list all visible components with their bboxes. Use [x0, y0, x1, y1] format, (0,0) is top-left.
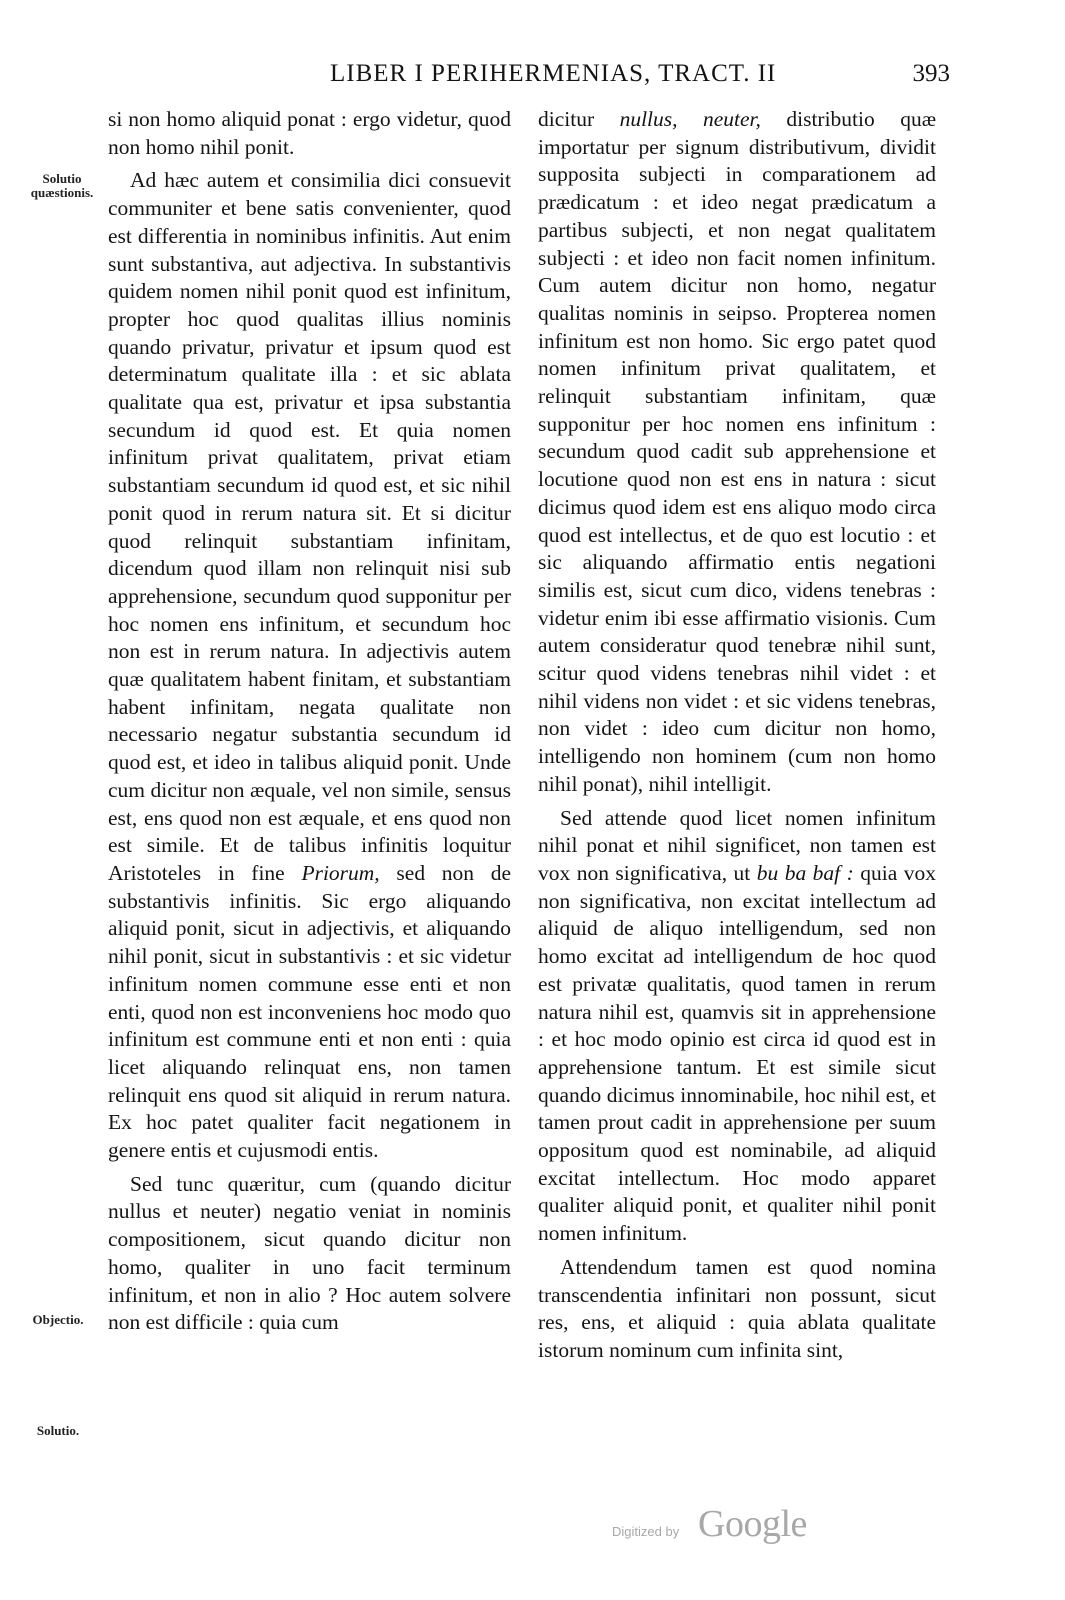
- paragraph: Sed attende quod licet nomen infinitum nihil ponat et nihil significet, non tamen est vox non significativa, ut bu ba baf : quia vox non significativa, non excitat intellectum ad aliquid de aliquo intelligendum, sed non homo excitat ad intelligendum de hoc quod est privatæ qualitatis, quod tamen in rerum natura nihil est, quamvis sit in apprehensione : et hoc modo opinio est circa id quod est in apprehensione tantum. Et est simile sicut quando dicimus innominabile, hoc nihil est, et tamen prout cadit in apprehensione per suum oppositum quod est nominabile, ad aliquid excitat intellectum. Hoc modo apparet qualiter aliquid ponit, et qualiter nihil ponit nomen infinitum.: [538, 805, 936, 1246]
- google-logo: Google: [698, 1503, 807, 1545]
- paragraph: dicitur nullus, neuter, distributio quæ importatur per signum distributivum, dividit supposita subjecti in comparationem ad prædicatum : et ideo negat prædicatum a partibus subjecti, et non negat qualitatem subjecti : et ideo non facit nomen infinitum. Cum autem dicitur non homo, negatur qualitas nominis in seipso. Propterea nomen infinitum est non homo. Sic ergo patet quod nomen infinitum privat qualitatem, et relinquit substantiam infinitam, quæ supponitur per hoc nomen ens infinitum : secundum quod cadit sub apprehensione et locutione quod non est ens in natura : sicut dicimus quod idem est ens aliquo modo circa quod est intellectus, et de quo est locutio : et sic aliquando affirmatio entis negationi similis est, sicut cum dico, videns tenebras : videtur enim ibi esse affirmatio visionis. Cum autem consideratur quod tenebræ nihil sunt, scitur quod videns tenebras nihil videt : et nihil videns non videt : et sic videns tenebras, non videt : ideo cum dicitur non homo, intelligendo non hominem (cum non homo nihil ponat), nihil intelligit.: [538, 107, 937, 796]
- paragraph: Sed tunc quæritur, cum (quando dicitur nullus et neuter) negatio veniat in nominis compositionem, sicut quando dicitur non homo, qualiter in uno facit terminum infinitum, et non in alio ? Hoc autem solvere non est difficile : quia cum: [108, 1171, 511, 1335]
- margin-note-solutio-quaestionis: Solutio quæstionis.: [30, 171, 94, 200]
- margin-note-objectio: Objectio.: [32, 1312, 84, 1327]
- right-column: [538, 106, 936, 1365]
- page-number: 393: [912, 60, 950, 87]
- italic-term: neuter,: [702, 107, 761, 131]
- paragraph: si non homo aliquid ponat : ergo videtur, quod non homo nihil ponit.: [108, 107, 511, 159]
- digitized-by-text: Digitized by: [612, 1524, 680, 1539]
- italic-term: bu ba baf :: [756, 860, 854, 885]
- italic-title: Priorum,: [301, 860, 380, 885]
- italic-term: nullus,: [619, 107, 678, 131]
- running-title: LIBER I PERIHERMENIAS, TRACT. II: [330, 60, 777, 87]
- margin-note-solutio: Solutio.: [36, 1423, 80, 1438]
- paragraph: Attendendum tamen est quod nomina transcendentia infinitari non possunt, sicut res, ens, et aliquid : quia ablata qualitate istorum nominum cum infinita sint,: [538, 1254, 936, 1362]
- left-column: [108, 106, 511, 1337]
- page-header: [330, 60, 950, 96]
- paragraph: Ad hæc autem et consimilia dici consuevit communiter et bene satis convenienter, quod est differentia in nominibus infinitis. Aut enim sunt substantiva, aut adjectiva. In substantivis quidem nomen nihil ponit quod est infinitum, propter hoc quod qualitas illius nominis quando privatur, privatur et ipsum quod est determinatum qualitate illa : et sic ablata qualitate qua est, privatur et ipsa substantia secundum id quod est. Et quia nomen infinitum privat qualitatem, privat etiam substantiam secundum id quod est, et sic nihil ponit quod in rerum natura sit. Et si dicitur quod relinquit substantiam infinitam, dicendum quod illam non relinquit nisi sub apprehensione, secundum quod supponitur per hoc nomen ens infinitum, et secundum hoc non est in rerum natura. In adjectivis autem quæ qualitatem habent finitam, et substantiam habent infinitam, negata qualitate non necessario negatur substantia secundum id quod est, et ideo in talibus aliquid ponit. Unde cum dicitur non æquale, vel non simile, sensus est, ens quod non est æquale, et ens quod non est simile. Et de talibus infinitis loquitur Aristoteles in fine Priorum, sed non de substantivis infinitis. Sic ergo aliquando aliquid ponit, sicut in adjectivis, et aliquando nihil ponit, sicut in substantivis : et sic videtur infinitum nomen commune esse enti et non enti, quod non est inconveniens hoc modo quo infinitum est commune enti et non enti : quia licet aliquando relinquat ens, non tamen relinquit ens quod sit aliquid in rerum natura. Ex hoc patet qualiter facit negationem in genere entis et cujusmodi entis.: [108, 168, 512, 1163]
